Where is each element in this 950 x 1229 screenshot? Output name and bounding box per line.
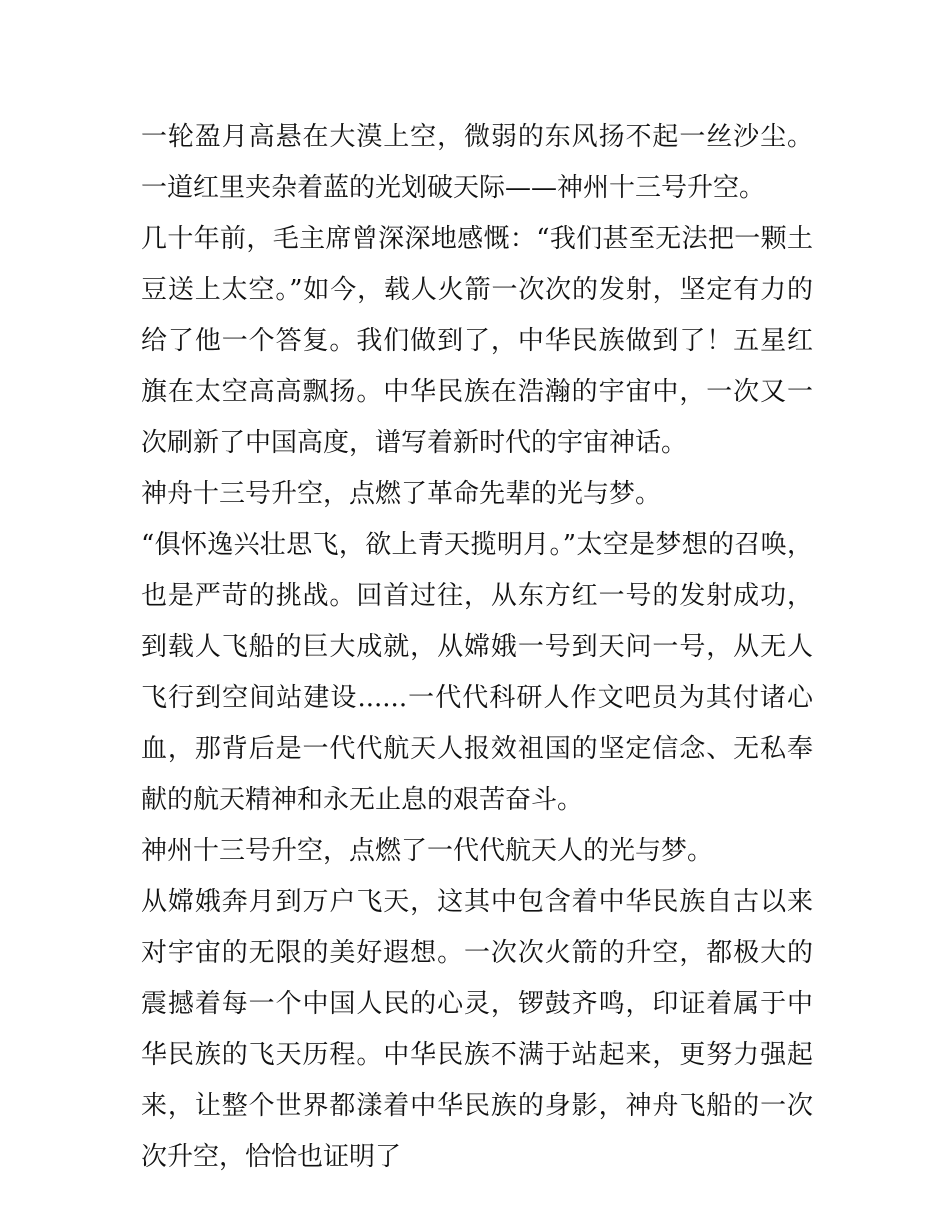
document-body xyxy=(141,112,813,1183)
paragraph: 神州十三号升空，点燃了一代代航天人的光与梦。 xyxy=(141,836,714,866)
paragraph: 神舟十三号升空，点燃了革命先辈的光与梦。 xyxy=(141,479,662,509)
paragraph: 一轮盈月高悬在大漠上空，微弱的东风扬不起一丝沙尘。一道红里夹杂着蓝的光划破天际——神州十三号升空。 xyxy=(141,122,813,203)
paragraph: 几十年前，毛主席曾深深地感慨：“我们甚至无法把一颗土豆送上太空。”如今，载人火箭一次次的发射，坚定有力的给了他一个答复。我们做到了，中华民族做到了！五星红旗在太空高高飘扬。中华民族在浩瀚的宇宙中，一次又一次刷新了中国高度，谱写着新时代的宇宙神话。 xyxy=(141,224,813,458)
paragraph: “俱怀逸兴壮思飞，欲上青天揽明月。”太空是梦想的召唤，也是严苛的挑战。回首过往，从东方红一号的发射成功，到载人飞船的巨大成就，从嫦娥一号到天问一号，从无人飞行到空间站建设......一代代科研人作文吧员为其付诸心血，那背后是一代代航天人报效祖国的坚定信念、无私奉献的航天精神和永无止息的艰苦奋斗。 xyxy=(141,530,813,815)
paragraph: 从嫦娥奔月到万户飞天，这其中包含着中华民族自古以来对宇宙的无限的美好遐想。一次次火箭的升空，都极大的震撼着每一个中国人民的心灵，锣鼓齐鸣，印证着属于中华民族的飞天历程。中华民族不满于站起来，更努力强起来，让整个世界都漾着中华民族的身影，神舟飞船的一次次升空，恰恰也证明了 xyxy=(141,887,813,1172)
